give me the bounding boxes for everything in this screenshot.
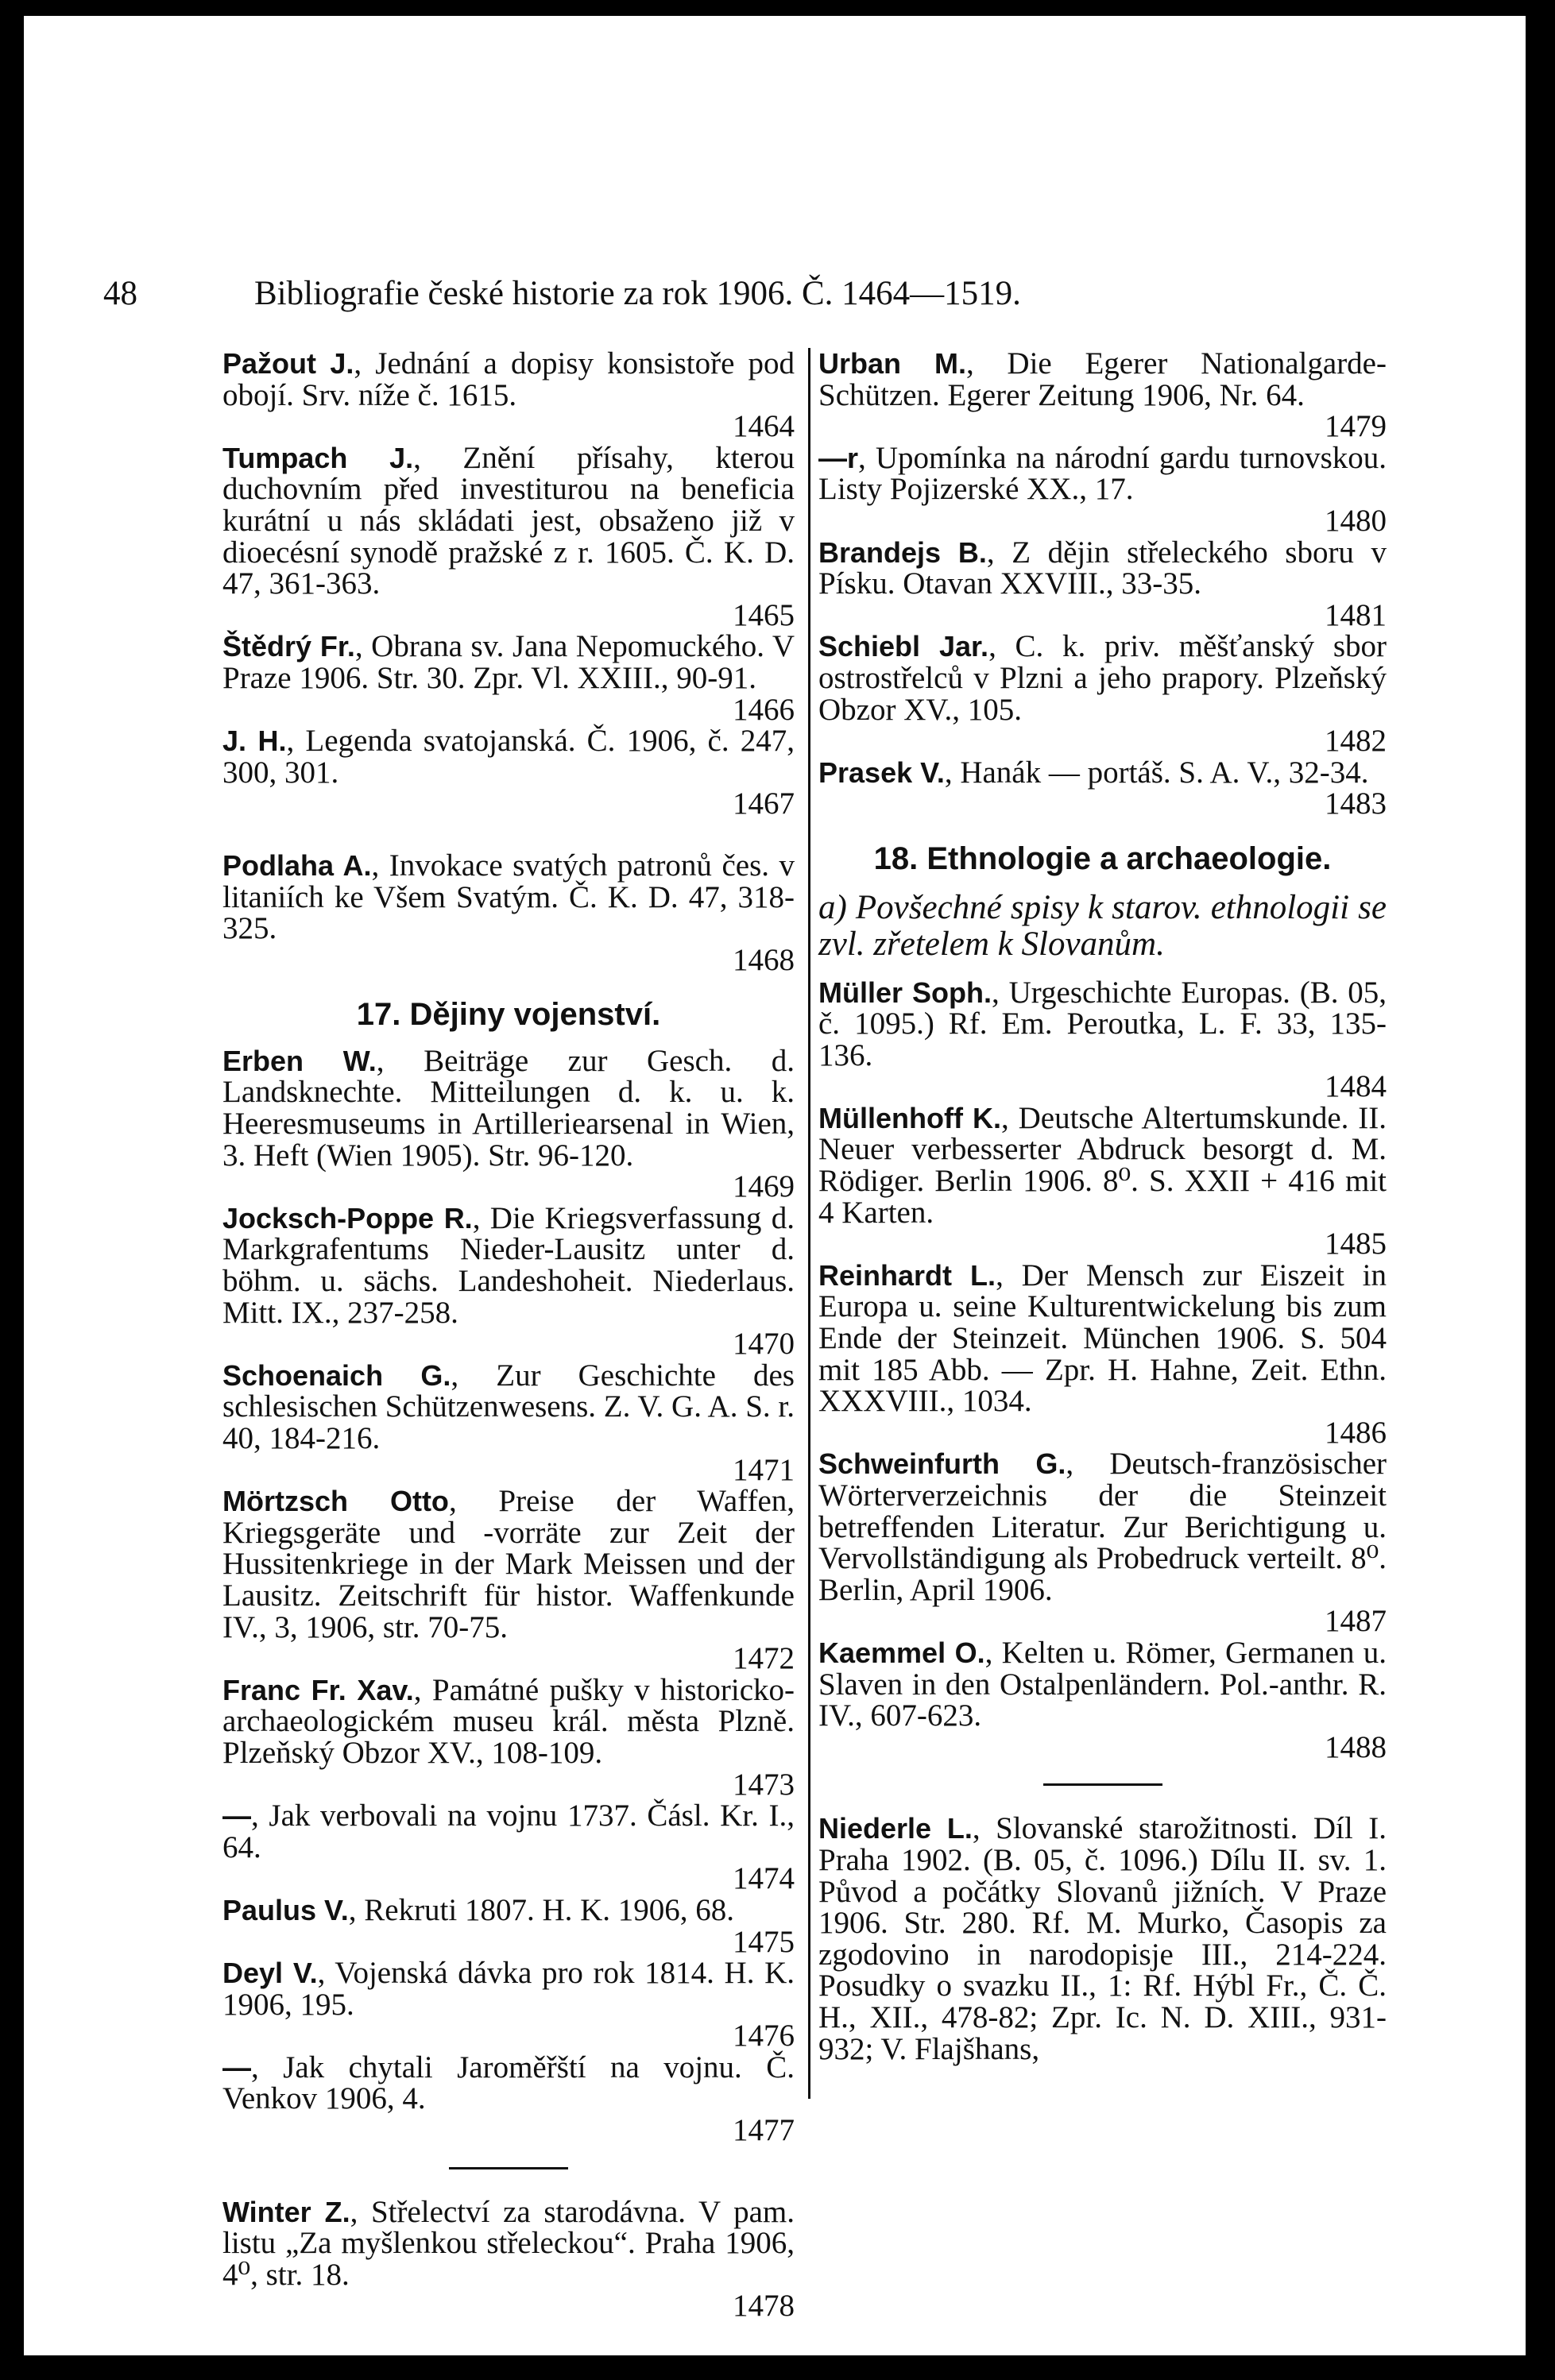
entry-text: , Znění přísahy, kterou duchovním před investiturou na beneficia kurátní u nás skládati jest, obsaženo již v dioecésní synodě pražské z r. 1605. Č. K. D. 47, 361-363. <box>222 440 795 601</box>
spacer <box>222 820 795 850</box>
entry-number: 1488 <box>1325 1729 1387 1764</box>
entry-author: Pažout J. <box>222 347 354 380</box>
entry-text: , Kelten u. Römer, Germanen u. Slaven in den Ostalpenländern. Pol.-anthr. R. IV., 607-623. <box>818 1635 1387 1733</box>
entry-number: 1469 <box>733 1169 795 1204</box>
bibliography-entry <box>818 348 1387 442</box>
entry-number: 1481 <box>1325 597 1387 632</box>
entry-number: 1476 <box>733 2019 795 2054</box>
entry-author: Erben W. <box>222 1044 377 1077</box>
left-column <box>222 348 795 2322</box>
bibliography-entry <box>222 1045 795 1203</box>
entry-number: 1480 <box>1325 503 1387 538</box>
entry-text: , Rekruti 1807. H. K. 1906, 68. <box>348 1892 735 1927</box>
bibliography-entry <box>818 537 1387 632</box>
bibliography-entry <box>818 629 1387 759</box>
entry-text: , Preise der Waffen, Kriegsgeräte und -vorräte zur Zeit der Hussitenkriege in der Mark Meissen und der Lausitz. Zeitschrift für histor. Waffenkunde IV., 3, 1906, str. 70-75. <box>222 1484 795 1644</box>
entry-number: 1470 <box>733 1327 795 1362</box>
entry-author: Jocksch-Poppe R. <box>222 1201 473 1234</box>
entry-author: Müller Soph. <box>818 976 992 1009</box>
entry-author: Paulus V. <box>222 1893 349 1926</box>
bibliography-entry <box>818 1448 1387 1637</box>
entry-text: , Zur Geschichte des schlesischen Schützenwesens. Z. V. G. A. S. r. 40, 184-216. <box>222 1358 795 1455</box>
entry-number: 1485 <box>1325 1227 1387 1261</box>
entry-text: , Die Egerer Nationalgarde-Schützen. Egerer Zeitung 1906, Nr. 64. <box>818 346 1387 412</box>
bibliography-entry <box>222 1957 795 2052</box>
entry-text: , Památné pušky v historicko-archaeologickém museu král. města Plzně. Plzeňský Obzor XV., 108-109. <box>222 1672 795 1770</box>
bibliography-entry <box>222 1486 795 1675</box>
entry-number: 1473 <box>733 1767 795 1802</box>
entry-text: , Hanák — portáš. S. A. V., 32-34. <box>944 755 1369 790</box>
bibliography-entry <box>222 725 795 820</box>
entry-number: 1465 <box>733 597 795 632</box>
bibliography-entry <box>818 977 1387 1103</box>
entry-author: — <box>222 2050 251 2084</box>
entry-author: Štědrý Fr. <box>222 630 355 663</box>
entry-number: 1484 <box>1325 1069 1387 1104</box>
entry-text: , Die Kriegsverfassung d. Markgrafentums Nieder-Lausitz unter d. böhm. u. sächs. Landeshoheit. Niederlaus. Mitt. IX., 237-258. <box>222 1200 795 1330</box>
entry-author: Schweinfurth G. <box>818 1447 1066 1481</box>
entry-author: Mörtzsch Otto <box>222 1485 449 1518</box>
bibliography-entry <box>818 1260 1387 1449</box>
entry-text: , Slovanské starožitnosti. Díl I. Praha 1902. (B. 05, č. 1096.) Dílu II. sv. 1. Původ a počátky Slovanů jižních. V Praze 1906. Str. 280. Rf. M. Murko, Časopis za zgodovino in narodopisje III., 214-224. Posudky o svazku II., 1: Rf. Hýbl Fr., Č. Č. H., XII., 478-82; Zpr. Ic. N. D. XIII., 931-932; V. Flajšhans, <box>818 1811 1387 2066</box>
entry-number: 1477 <box>733 2113 795 2148</box>
bibliography-entry <box>222 1892 795 1959</box>
entry-text: , Beiträge zur Gesch. d. Landsknechte. Mitteilungen d. k. u. k. Heeresmuseums in Artilleriearsenal in Wien, 3. Heft (Wien 1905). Str. 96-120. <box>222 1043 795 1173</box>
entry-number: 1475 <box>733 1924 795 1959</box>
bibliography-entry <box>222 348 795 442</box>
entry-text: , Deutsche Altertumskunde. II. Neuer verbesserter Abdruck besorgt d. M. Rödiger. Berlin 1906. 8⁰. S. XXII + 416 mit 4 Karten. <box>818 1100 1387 1230</box>
entry-author: —r <box>818 441 859 474</box>
entry-author: Winter Z. <box>222 2195 350 2228</box>
entry-number: 1466 <box>733 692 795 727</box>
entry-author: Schoenaich G. <box>222 1358 451 1392</box>
entry-text: , Invokace svatých patronů čes. v litaniích ke Všem Svatým. Č. K. D. 47, 318-325. <box>222 848 795 946</box>
bibliography-entry <box>222 631 795 725</box>
entry-number: 1474 <box>733 1861 795 1896</box>
bibliography-entry <box>818 757 1387 820</box>
bibliography-entry <box>222 442 795 632</box>
entry-text: , Jak verbovali na vojnu 1737. Čásl. Kr. I., 64. <box>222 1799 795 1864</box>
bibliography-entry <box>818 1813 1387 2065</box>
bibliography-entry <box>222 1800 795 1895</box>
entry-text: , Vojenská dávka pro rok 1814. H. K. 1906, 195. <box>222 1956 795 2022</box>
entry-number: 1482 <box>1325 724 1387 759</box>
section-heading: 18. Ethnologie a archaeologie. <box>873 840 1332 876</box>
separator-rule <box>449 2167 568 2169</box>
entry-number: 1478 <box>733 2289 795 2324</box>
entry-author: Franc Fr. Xav. <box>222 1673 414 1706</box>
entry-number: 1487 <box>1325 1604 1387 1639</box>
entry-number: 1479 <box>1325 409 1387 444</box>
entry-text: , Z dějin střeleckého sboru v Písku. Otavan XXVIII., 33-35. <box>818 535 1387 601</box>
entry-author: — <box>222 1799 251 1833</box>
bibliography-entry <box>222 1672 795 1802</box>
entry-author: Reinhardt L. <box>818 1258 996 1292</box>
entry-text: , Urgeschichte Europas. (B. 05, č. 1095.) Rf. Em. Peroutka, L. F. 33, 135-136. <box>818 975 1387 1072</box>
entry-number: 1472 <box>733 1641 795 1676</box>
entry-author: Niederle L. <box>818 1812 973 1845</box>
entry-number: 1464 <box>733 409 795 444</box>
entry-text: , Jednání a dopisy konsistoře pod obojí. Srv. níže č. 1615. <box>222 346 795 412</box>
entry-text: , Obrana sv. Jana Nepomuckého. V Praze 1906. Str. 30. Zpr. Vl. XXIII., 90-91. <box>222 629 795 695</box>
right-column <box>818 348 1387 2065</box>
bibliography-entry <box>818 1637 1387 1763</box>
entry-author: Podlaha A. <box>222 848 372 882</box>
entry-author: Urban M. <box>818 347 966 380</box>
bibliography-entry <box>222 1360 795 1486</box>
section-heading: 17. Dějiny vojenství. <box>356 997 661 1033</box>
entry-number: 1471 <box>733 1452 795 1487</box>
subsection-heading: a) Povšechné spisy k starov. ethnologii se zvl. zřetelem k Slovanům. <box>818 888 1387 963</box>
entry-text: , Jak chytali Jaroměřští na vojnu. Č. Venkov 1906, 4. <box>222 2050 795 2116</box>
bibliography-entry <box>222 850 795 976</box>
entry-text: , C. k. priv. měšťanský sbor ostrostřelců v Plzni a jeho prapory. Plzeňský Obzor XV., 105. <box>818 629 1387 727</box>
entry-text: , Upomínka na národní gardu turnovskou. Listy Pojizerské XX., 17. <box>818 440 1387 507</box>
entry-text: , Deutsch-französischer Wörterverzeichnis der die Steinzeit betreffenden Literatur. Zur Berichtigung u. Vervollständigung als Probedruck verteilt. 8⁰. Berlin, April 1906. <box>818 1447 1387 1607</box>
entry-number: 1468 <box>733 942 795 977</box>
entry-author: Deyl V. <box>222 1957 318 1990</box>
bibliography-entry <box>222 2052 795 2146</box>
entry-author: Kaemmel O. <box>818 1636 985 1669</box>
page-number: 48 <box>103 275 137 312</box>
entry-text: , Legenda svatojanská. Č. 1906, č. 247, 300, 301. <box>222 724 795 790</box>
entry-number: 1483 <box>1325 786 1387 821</box>
bibliography-entry <box>222 2196 795 2322</box>
bibliography-entry <box>222 1200 795 1362</box>
entry-author: Brandejs B. <box>818 535 987 569</box>
entry-number: 1486 <box>1325 1415 1387 1450</box>
bibliography-entry <box>818 1100 1387 1261</box>
document-page <box>24 16 1526 2355</box>
bibliography-entry <box>818 442 1387 537</box>
entry-author: Müllenhoff K. <box>818 1101 1002 1134</box>
entry-author: Prasek V. <box>818 755 945 789</box>
entry-author: Schiebl Jar. <box>818 630 989 663</box>
entry-number: 1467 <box>733 786 795 821</box>
running-header <box>103 274 1430 322</box>
column-rule <box>808 348 810 2099</box>
entry-text: , Der Mensch zur Eiszeit in Europa u. seine Kulturentwickelung bis zum Ende der Steinzeit. München 1906. S. 504 mit 185 Abb. — Zpr. H. Hahne, Zeit. Ethn. XXXVIII., 1034. <box>818 1258 1387 1419</box>
header-title: Bibliografie české historie za rok 1906. Č. 1464—1519. <box>254 275 1021 312</box>
entry-author: Tumpach J. <box>222 441 414 474</box>
entry-text: , Střelectví za starodávna. V pam. listu „Za myšlenkou střeleckou“. Praha 1906, 4⁰, str. 18. <box>222 2194 795 2292</box>
entry-author: J. H. <box>222 724 287 758</box>
separator-rule <box>1043 1783 1162 1786</box>
